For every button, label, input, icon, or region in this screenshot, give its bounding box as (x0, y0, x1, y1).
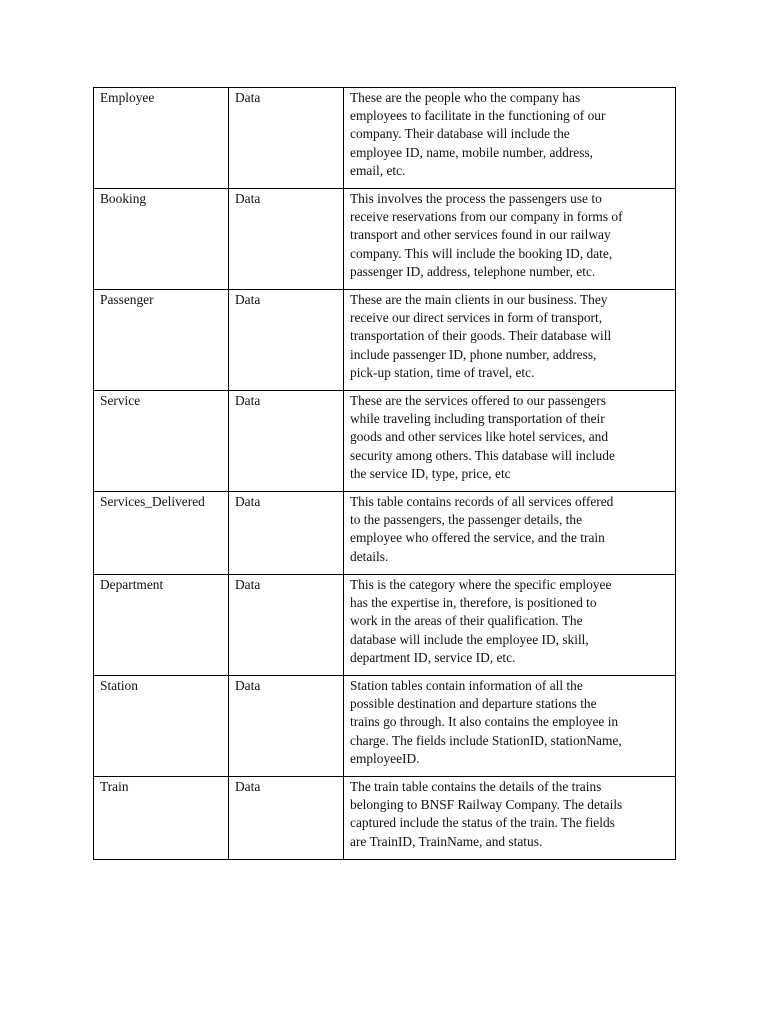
description-line: passenger ID, address, telephone number, etc. (350, 263, 596, 279)
description-line: These are the services offered to our passengers (350, 393, 606, 408)
entity-type-cell: Data (229, 575, 344, 676)
entity-name-cell: Station (94, 676, 229, 777)
entity-type-cell: Data (229, 189, 344, 290)
entity-description-cell (344, 575, 676, 676)
description-line: email, etc. (350, 162, 406, 178)
description-line: security among others. This database will include (350, 447, 615, 463)
description-line: charge. The fields include StationID, stationName, (350, 732, 622, 748)
entity-name-cell: Employee (94, 88, 229, 189)
description-line: database will include the employee ID, skill, (350, 631, 589, 647)
entity-description-cell (344, 492, 676, 575)
entity-name-cell: Department (94, 575, 229, 676)
description-line: company. Their database will include the (350, 126, 570, 142)
description-line: possible destination and departure stations the (350, 696, 597, 712)
description-line: are TrainID, TrainName, and status. (350, 833, 543, 849)
table-row (94, 676, 676, 777)
description-line: employees to facilitate in the functioning of our (350, 108, 606, 124)
description-line: The train table contains the details of the trains (350, 779, 602, 794)
description-line: to the passengers, the passenger details, the (350, 512, 583, 528)
entity-type-cell: Data (229, 676, 344, 777)
description-line: employee ID, name, mobile number, address, (350, 144, 594, 160)
description-line: transportation of their goods. Their database will (350, 328, 612, 344)
entity-type-cell: Data (229, 777, 344, 860)
entity-name-cell: Train (94, 777, 229, 860)
table-row (94, 189, 676, 290)
description-line: captured include the status of the train. The fields (350, 815, 615, 831)
description-line: This table contains records of all services offered (350, 494, 614, 509)
description-line: goods and other services like hotel services, and (350, 429, 609, 445)
description-line: receive reservations from our company in forms of (350, 209, 623, 225)
table-row (94, 492, 676, 575)
entity-description-cell (344, 88, 676, 189)
table-row (94, 88, 676, 189)
entity-table-body (94, 88, 676, 860)
table-row (94, 777, 676, 860)
entity-type-cell: Data (229, 290, 344, 391)
description-line: Station tables contain information of all the (350, 678, 583, 693)
description-line: receive our direct services in form of transport, (350, 310, 603, 326)
description-line: department ID, service ID, etc. (350, 649, 516, 665)
entity-type-cell: Data (229, 492, 344, 575)
description-line: This is the category where the specific employee (350, 577, 612, 592)
description-line: work in the areas of their qualification. The (350, 613, 583, 629)
description-line: These are the people who the company has (350, 90, 581, 105)
table-row (94, 575, 676, 676)
description-line: trains go through. It also contains the employee in (350, 714, 619, 730)
description-line: employee who offered the service, and the train (350, 530, 605, 546)
entity-type-cell: Data (229, 88, 344, 189)
entity-description-cell (344, 777, 676, 860)
description-line: These are the main clients in our business. They (350, 292, 608, 307)
entity-name-cell: Passenger (94, 290, 229, 391)
description-line: belonging to BNSF Railway Company. The details (350, 797, 623, 813)
description-line: include passenger ID, phone number, address, (350, 346, 597, 362)
description-line: This involves the process the passengers use to (350, 191, 602, 206)
entity-description-cell (344, 189, 676, 290)
entity-description-cell (344, 676, 676, 777)
description-line: has the expertise in, therefore, is positioned to (350, 595, 597, 611)
description-line: company. This will include the booking ID, date, (350, 245, 613, 261)
entity-table (93, 87, 676, 860)
table-row (94, 290, 676, 391)
entity-description-cell (344, 290, 676, 391)
description-line: employeeID. (350, 750, 420, 766)
description-line: details. (350, 548, 389, 564)
entity-description-cell (344, 391, 676, 492)
description-line: while traveling including transportation of their (350, 411, 605, 427)
description-line: pick-up station, time of travel, etc. (350, 364, 535, 380)
entity-name-cell: Booking (94, 189, 229, 290)
table-row (94, 391, 676, 492)
description-line: transport and other services found in our railway (350, 227, 611, 243)
description-line: the service ID, type, price, etc (350, 465, 511, 481)
entity-name-cell: Services_Delivered (94, 492, 229, 575)
entity-name-cell: Service (94, 391, 229, 492)
entity-type-cell: Data (229, 391, 344, 492)
